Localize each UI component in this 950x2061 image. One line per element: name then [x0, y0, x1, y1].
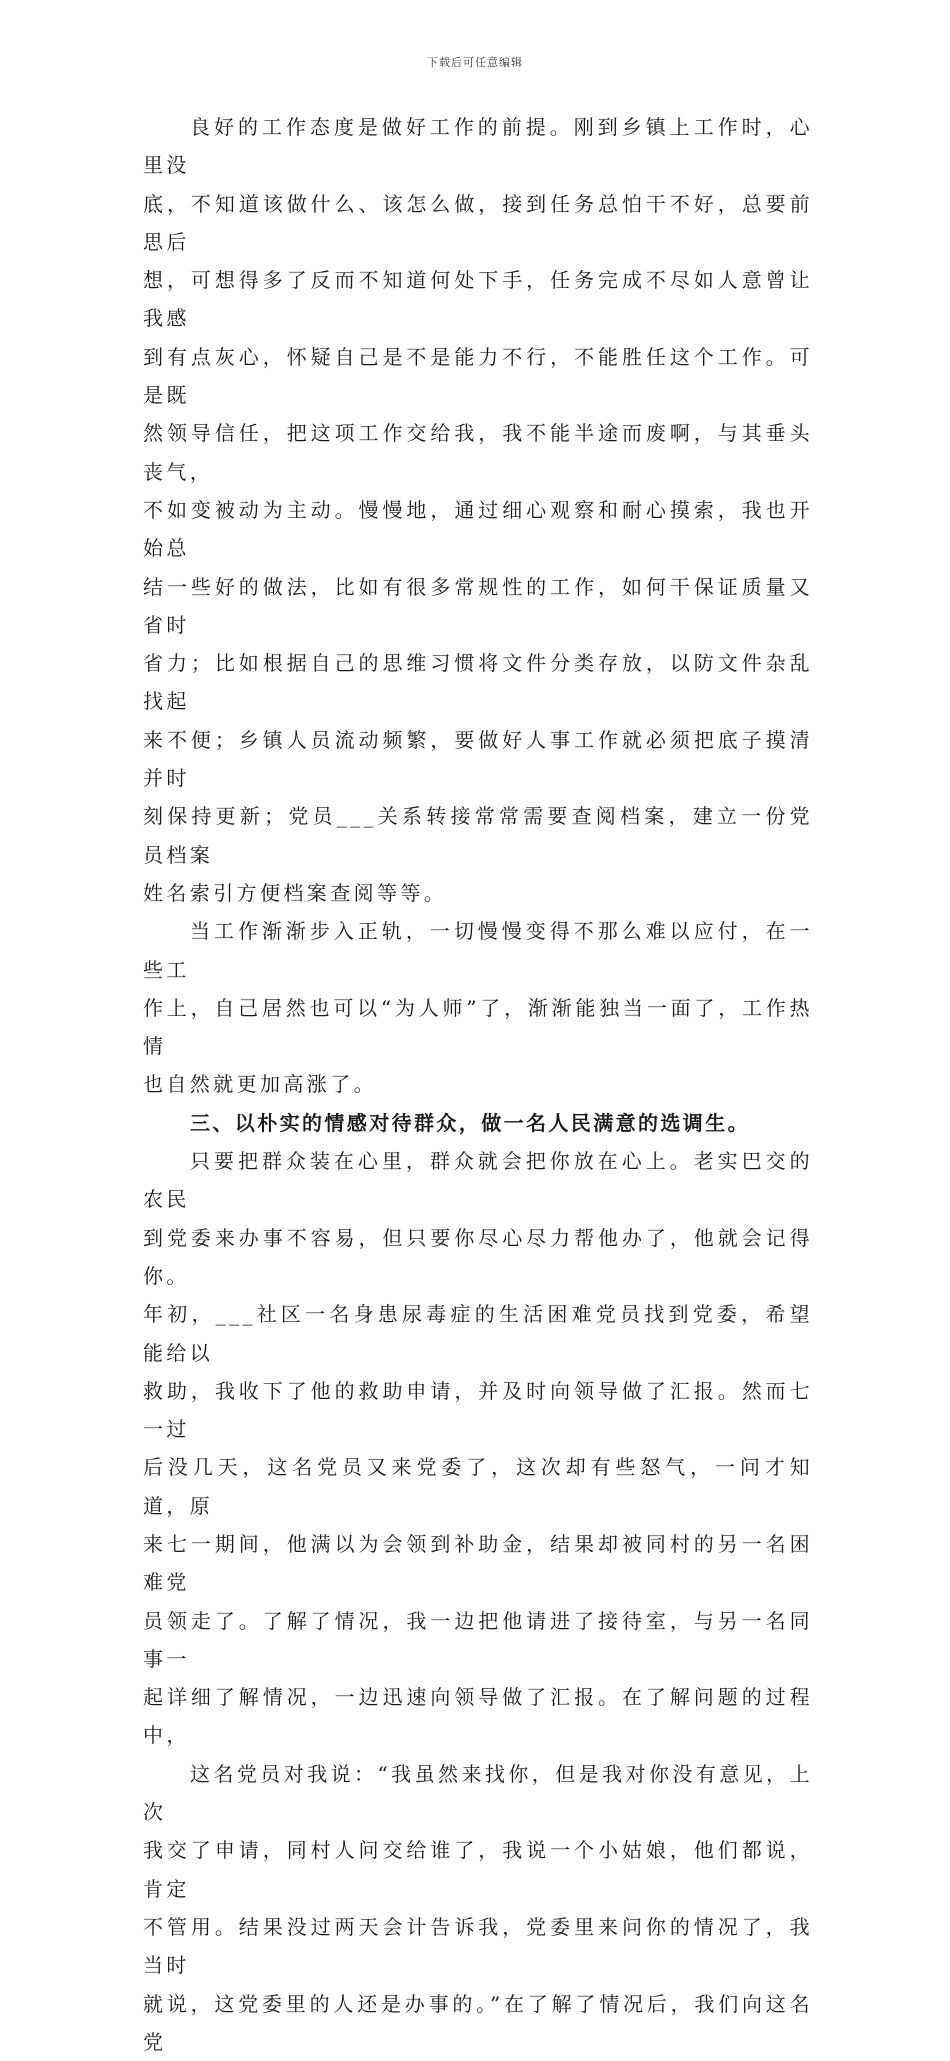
document-body — [143, 108, 813, 2061]
text-line: 想，可想得多了反而不知道何处下手，任务完成不尽如人意曾让我感 — [143, 268, 813, 331]
text-line: 来七一期间，他满以为会领到补助金，结果却被同村的另一名困难党 — [143, 1531, 813, 1595]
text-line: 省力；比如根据自己的思维习惯将文件分类存放，以防文件杂乱找起 — [143, 651, 813, 714]
text-line: 到有点灰心，怀疑自己是不是能力不行，不能胜任这个工作。可是既 — [143, 344, 813, 408]
text-line: 刻保持更新；党员___关系转接常常需要查阅档案，建立一份党员档案 — [143, 804, 813, 867]
page-header: 下载后可任意编辑 — [427, 56, 523, 69]
text-line: 就说，这党委里的人还是办事的。”在了解了情况后，我们向这名党 — [143, 1991, 813, 2054]
text-line: 到党委来办事不容易，但只要你尽心尽力帮他办了，他就会记得你。 — [143, 1225, 813, 1288]
text-line: 当工作渐渐步入正轨，一切慢慢变得不那么难以应付，在一些工 — [143, 919, 813, 982]
text-line: 后没几天，这名党员又来党委了，这次却有些怒气，一问才知道，原 — [143, 1455, 813, 1518]
text-line: 作上，自己居然也可以“为人师”了，渐渐能独当一面了，工作热情 — [143, 995, 813, 1059]
text-line: 底，不知道该做什么、该怎么做，接到任务总怕干不好，总要前思后 — [143, 191, 813, 254]
text-line: 不如变被动为主动。慢慢地，通过细心观察和耐心摸索，我也开始总 — [143, 497, 813, 561]
text-line: 良好的工作态度是做好工作的前提。刚到乡镇上工作时，心里没 — [143, 115, 813, 178]
text-line: 三、以朴实的情感对待群众，做一名人民满意的选调生。 — [190, 1110, 750, 1135]
text-line: 我交了申请，同村人问交给谁了，我说一个小姑娘，他们都说，肯定 — [143, 1838, 813, 1901]
section-heading — [143, 1104, 813, 1142]
text-line: 这名党员对我说：“我虽然来找你，但是我对你没有意见，上次 — [143, 1761, 813, 1825]
text-line: 来不便；乡镇人员流动频繁，要做好人事工作就必须把底子摸清并时 — [143, 727, 813, 791]
text-line: 年初，___社区一名身患尿毒症的生活困难党员找到党委，希望能给以 — [143, 1302, 813, 1365]
text-line: 也自然就更加高涨了。 — [143, 1072, 377, 1097]
text-line: 起详细了解情况，一边迅速向领导做了汇报。在了解问题的过程中， — [143, 1685, 813, 1748]
paragraph — [143, 1755, 813, 2061]
text-line: 姓名索引方便档案查阅等等。 — [143, 880, 448, 905]
text-line: 然领导信任，把这项工作交给我，我不能半途而废啊，与其垂头丧气， — [143, 421, 813, 484]
paragraph — [143, 912, 813, 1103]
text-line: 结一些好的做法，比如有很多常规性的工作，如何干保证质量又省时 — [143, 574, 813, 637]
paragraph — [143, 108, 813, 912]
text-line: 只要把群众装在心里，群众就会把你放在心上。老实巴交的农民 — [143, 1149, 813, 1212]
paragraph — [143, 1142, 813, 1755]
text-line: 救助，我收下了他的救助申请，并及时向领导做了汇报。然而七一过 — [143, 1378, 813, 1442]
text-line: 员领走了。了解了情况，我一边把他请进了接待室，与另一名同事一 — [143, 1608, 813, 1671]
text-line: 不管用。结果没过两天会计告诉我，党委里来问你的情况了，我当时 — [143, 1914, 813, 1978]
